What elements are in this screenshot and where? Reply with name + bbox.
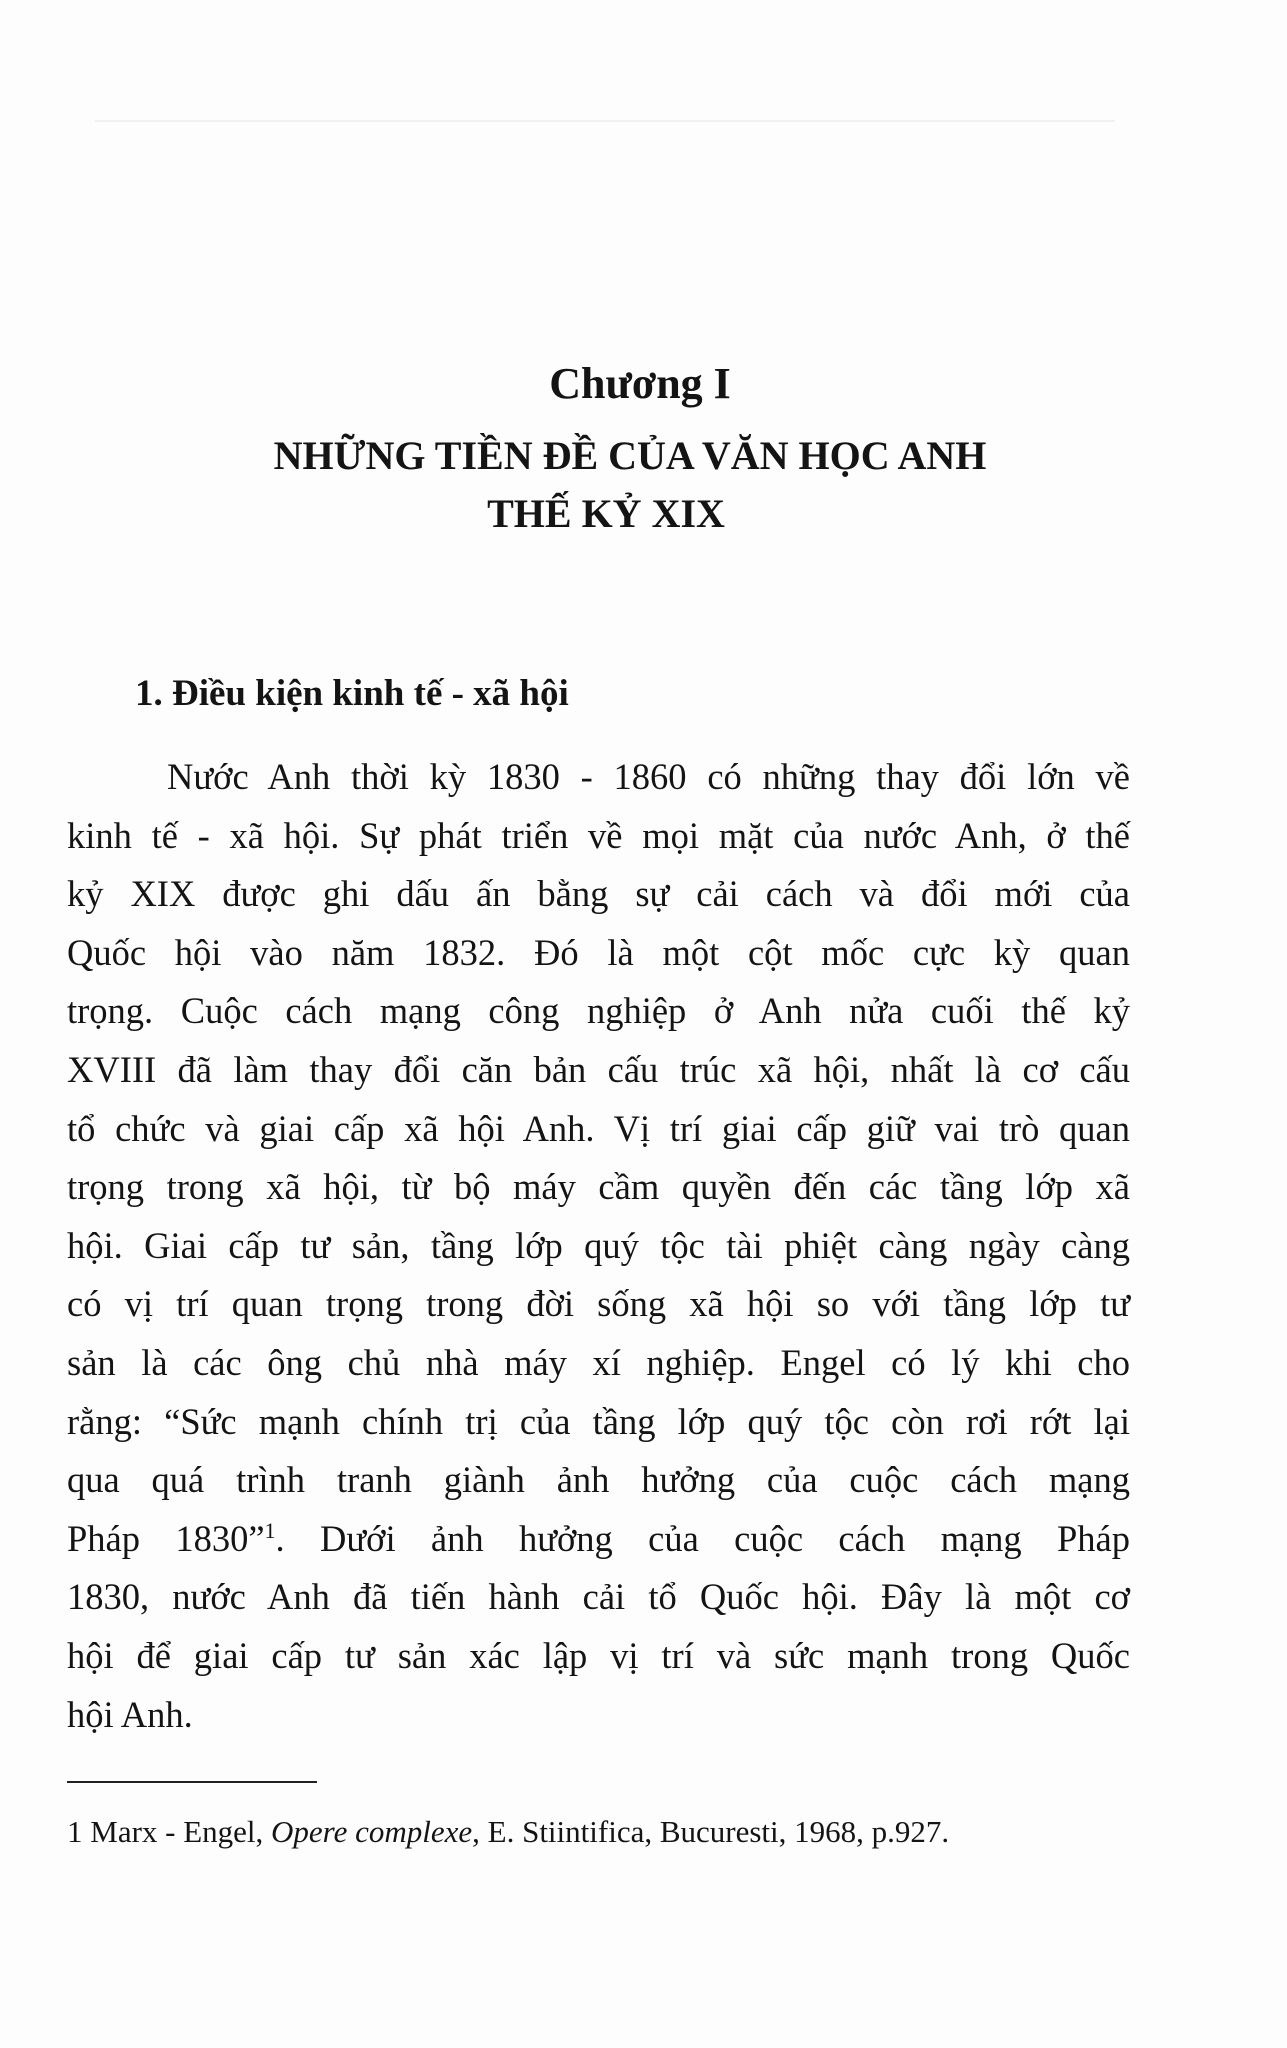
text-line: XVIII đã làm thay đổi căn bản cấu trúc xã hội, nhất là cơ cấu xyxy=(67,1048,1130,1090)
footnote-divider xyxy=(67,1781,317,1783)
footnote-author: Marx - Engel, xyxy=(82,1814,272,1849)
body-paragraph xyxy=(67,752,1130,1748)
text-line: Quốc hội vào năm 1832. Đó là một cột mốc cực kỳ quan xyxy=(67,931,1130,973)
text-segment: . Dưới ảnh hưởng của cuộc cách mạng Pháp xyxy=(275,1517,1130,1559)
text-line-with-footnote xyxy=(67,1514,1130,1573)
text-line: hội để giai cấp tư sản xác lập vị trí và sức mạnh trong Quốc xyxy=(67,1634,1130,1676)
chapter-label: Chương I xyxy=(549,359,731,408)
text-line: hội. Giai cấp tư sản, tầng lớp quý tộc tài phiệt càng ngày càng xyxy=(67,1224,1130,1266)
text-line: kinh tế - xã hội. Sự phát triển về mọi mặt của nước Anh, ở thế xyxy=(67,814,1130,856)
header-rule xyxy=(95,120,1115,122)
text-line: sản là các ông chủ nhà máy xí nghiệp. Engel có lý khi cho xyxy=(67,1341,1130,1383)
text-line: Nước Anh thời kỳ 1830 - 1860 có những thay đổi lớn về xyxy=(167,756,1130,797)
text-line: trọng. Cuộc cách mạng công nghiệp ở Anh nửa cuối thế kỷ xyxy=(67,990,1130,1032)
chapter-title-line-2: THẾ KỶ XIX xyxy=(487,491,725,536)
footnote-number: 1 xyxy=(67,1814,83,1849)
text-line: 1830, nước Anh đã tiến hành cải tổ Quốc hội. Đây là một cơ xyxy=(67,1576,1130,1618)
text-line: hội Anh. xyxy=(67,1693,193,1735)
section-heading: 1. Điều kiện kinh tế - xã hội xyxy=(135,673,569,714)
text-line: kỷ XIX được ghi dấu ấn bằng sự cải cách và đổi mới của xyxy=(67,873,1130,915)
text-line: có vị trí quan trọng trong đời sống xã hội so với tầng lớp tư xyxy=(67,1283,1130,1325)
footnote-reference[interactable]: 1 xyxy=(264,1517,276,1543)
text-line: tổ chức và giai cấp xã hội Anh. Vị trí giai cấp giữ vai trò quan xyxy=(67,1107,1130,1149)
text-line: qua quá trình tranh giành ảnh hưởng của cuộc cách mạng xyxy=(67,1459,1130,1501)
text-line: trọng trong xã hội, từ bộ máy cầm quyền đến các tầng lớp xã xyxy=(67,1166,1130,1208)
footnote xyxy=(67,1814,949,1850)
chapter-title-line-1: NHỮNG TIỀN ĐỀ CỦA VĂN HỌC ANH xyxy=(273,433,987,478)
text-segment: Pháp 1830” xyxy=(67,1517,265,1559)
footnote-publication: , E. Stiintifica, Bucuresti, 1968, p.927. xyxy=(472,1814,950,1849)
text-line: rằng: “Sức mạnh chính trị của tầng lớp quý tộc còn rơi rớt lại xyxy=(67,1400,1130,1442)
footnote-title: Opere complexe xyxy=(271,1814,473,1849)
